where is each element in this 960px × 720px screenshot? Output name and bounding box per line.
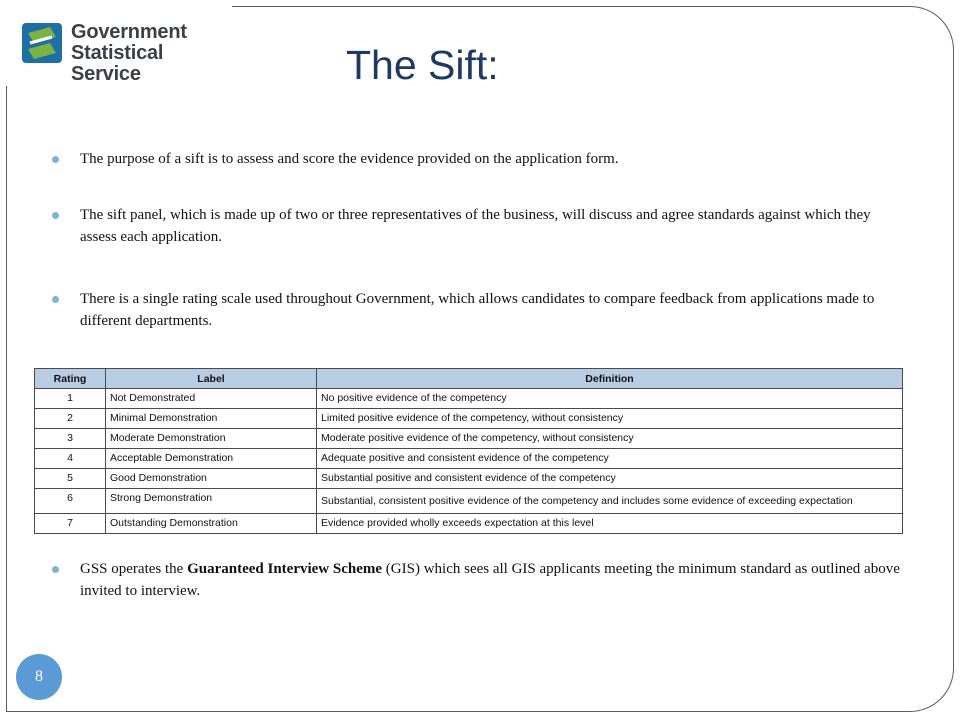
rating-table-container <box>34 368 903 534</box>
cell-label: Not Demonstrated <box>106 389 317 409</box>
bullet-sift-panel: The sift panel, which is made up of two or three representatives of the business, will discuss and agree standards against which they assess each application. <box>52 204 902 248</box>
cell-rating: 3 <box>35 429 106 449</box>
cell-label: Outstanding Demonstration <box>106 514 317 534</box>
cell-definition: Evidence provided wholly exceeds expectation at this level <box>317 514 903 534</box>
cell-label: Moderate Demonstration <box>106 429 317 449</box>
bullet-gis <box>52 558 902 602</box>
table-header-row <box>35 369 903 389</box>
cell-definition: Limited positive evidence of the competency, without consistency <box>317 409 903 429</box>
table-row <box>35 409 903 429</box>
gss-logo <box>0 0 232 86</box>
logo-wordmark <box>71 22 232 85</box>
cell-definition: Substantial positive and consistent evidence of the competency <box>317 469 903 489</box>
cell-label: Strong Demonstration <box>106 489 317 514</box>
cell-label: Good Demonstration <box>106 469 317 489</box>
logo-line-1: Government <box>71 21 187 43</box>
cell-rating: 7 <box>35 514 106 534</box>
gis-text-before: GSS operates the <box>80 561 188 577</box>
table-row <box>35 429 903 449</box>
header-label: Label <box>106 369 317 389</box>
gis-bullet-list <box>52 558 902 602</box>
table-row <box>35 514 903 534</box>
bullet-list <box>52 148 902 332</box>
logo-line-2: Statistical Service <box>71 42 164 85</box>
table-row <box>35 469 903 489</box>
table-row <box>35 389 903 409</box>
cell-definition: Substantial, consistent positive evidence of the competency and includes some evidence of exceeding expectation <box>317 489 903 514</box>
table-row <box>35 449 903 469</box>
header-rating: Rating <box>35 369 106 389</box>
cell-rating: 2 <box>35 409 106 429</box>
cell-rating: 1 <box>35 389 106 409</box>
rating-table <box>34 368 903 534</box>
bullet-rating-scale: There is a single rating scale used throughout Government, which allows candidates to compare feedback from applications made to different departments. <box>52 288 902 332</box>
bullet-purpose: The purpose of a sift is to assess and score the evidence provided on the application form. <box>52 148 902 170</box>
cell-rating: 6 <box>35 489 106 514</box>
slide-title: The Sift: <box>346 42 499 88</box>
cell-label: Acceptable Demonstration <box>106 449 317 469</box>
cell-rating: 5 <box>35 469 106 489</box>
cell-definition: No positive evidence of the competency <box>317 389 903 409</box>
gis-scheme-name: Guaranteed Interview Scheme <box>187 561 383 577</box>
page-number-badge: 8 <box>16 654 62 700</box>
gss-logo-icon <box>22 23 62 63</box>
slide-frame <box>6 6 954 712</box>
cell-definition: Adequate positive and consistent evidence of the competency <box>317 449 903 469</box>
cell-label: Minimal Demonstration <box>106 409 317 429</box>
cell-definition: Moderate positive evidence of the competency, without consistency <box>317 429 903 449</box>
cell-rating: 4 <box>35 449 106 469</box>
gis-text-after: (GIS) which sees all GIS applicants meeting the minimum standard as outlined above invited to interview. <box>80 561 900 599</box>
table-row <box>35 489 903 514</box>
header-definition: Definition <box>317 369 903 389</box>
